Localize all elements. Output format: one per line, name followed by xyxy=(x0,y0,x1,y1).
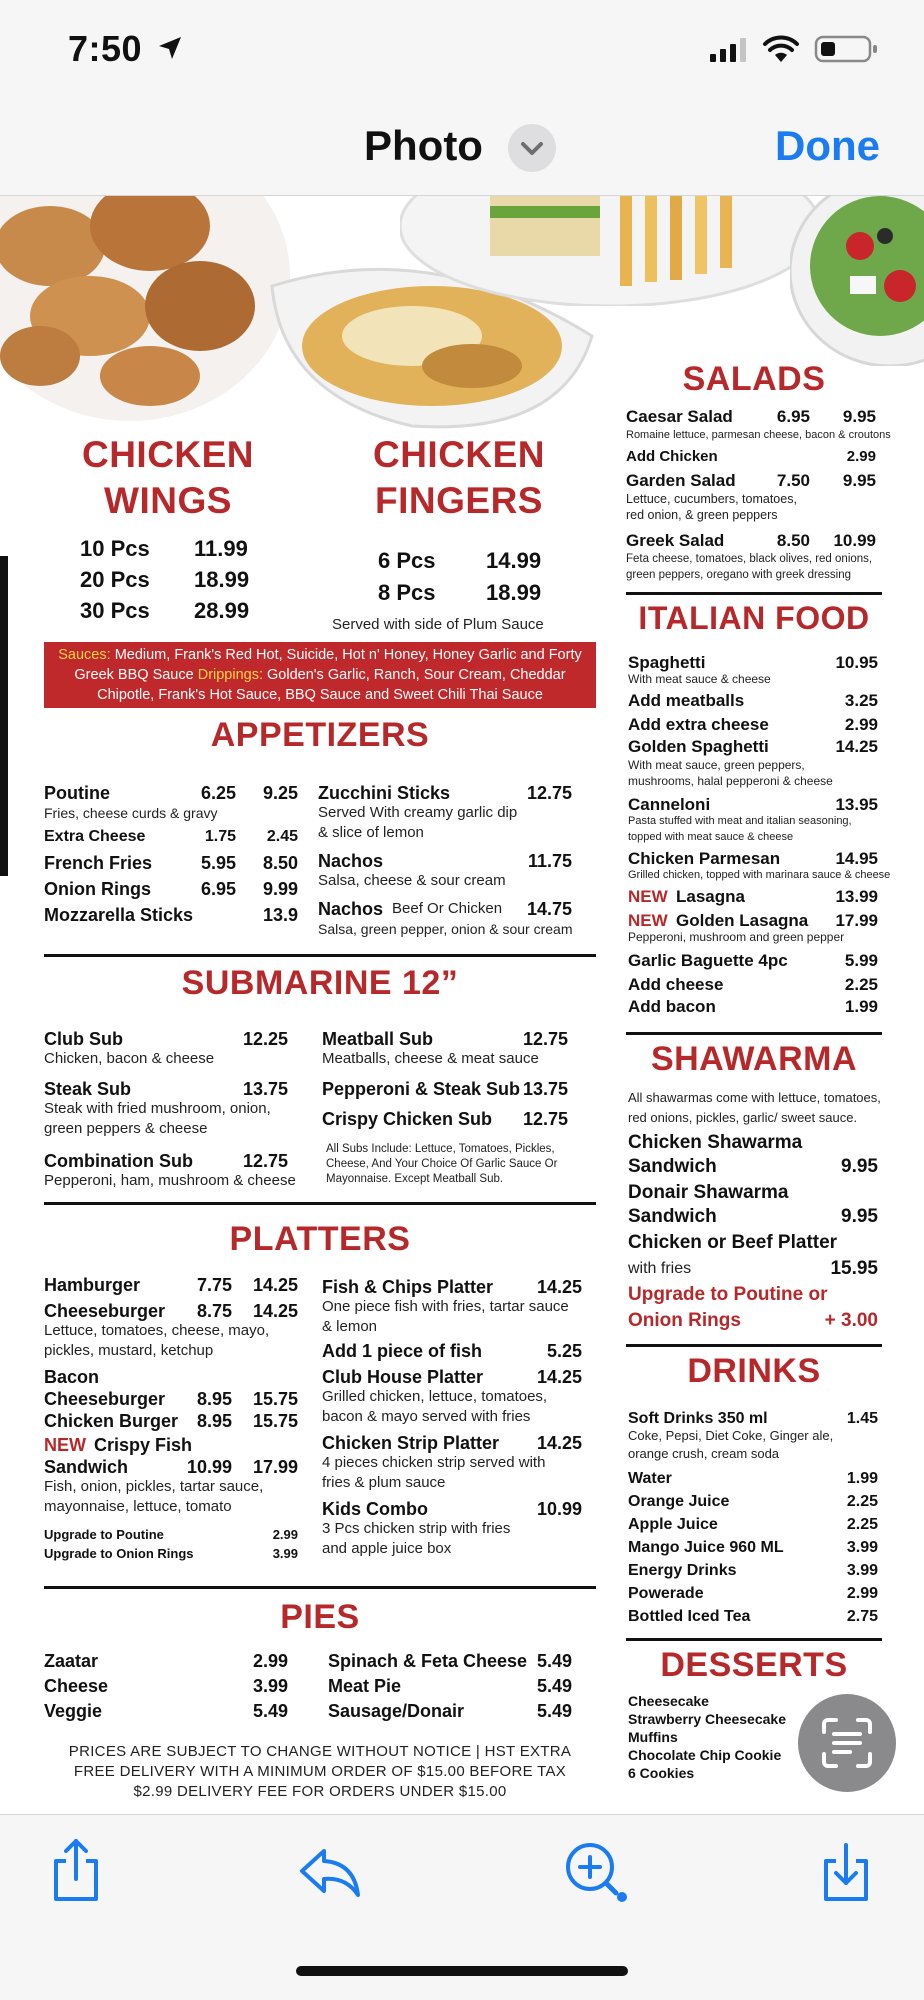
divider xyxy=(626,1032,882,1035)
veggie-pie-price: 5.49 xyxy=(252,1701,288,1721)
iced-tea-price: 2.75 xyxy=(846,1608,878,1625)
steak-sub-price: 13.75 xyxy=(242,1079,288,1099)
fingers-8-price: 18.99 xyxy=(486,580,542,605)
cheese-pie-name: Cheese xyxy=(44,1676,109,1696)
powerade-name: Powerade xyxy=(628,1585,704,1602)
zucchini-name: Zucchini Sticks xyxy=(318,783,451,803)
nachos-beef-desc: Salsa, green pepper, onion & sour cream xyxy=(318,921,573,937)
cheeseburger-price-sm: 8.75 xyxy=(196,1301,232,1321)
upgrade-poutine-price: 2.99 xyxy=(272,1527,298,1542)
spaghetti-name: Spaghetti xyxy=(628,653,706,672)
nachos-beef-price: 14.75 xyxy=(526,899,572,919)
wings-10-price: 11.99 xyxy=(194,536,248,561)
footer-line2: FREE DELIVERY WITH A MINIMUM ORDER OF $15.00 BEFORE TAX xyxy=(73,1763,567,1780)
cheeseburger-name: Cheeseburger xyxy=(44,1301,166,1321)
sausage-donair-price: 5.49 xyxy=(536,1701,572,1721)
drinks-title: DRINKS xyxy=(687,1352,821,1390)
golden-spaghetti-desc1: With meat sauce, green peppers, xyxy=(628,758,805,772)
zoom-icon[interactable] xyxy=(560,1837,630,1903)
fish-chips-price: 14.25 xyxy=(536,1277,582,1297)
wings-10-label: 10 Pcs xyxy=(80,536,150,561)
crispy-fish-desc1: Fish, onion, pickles, tartar sauce, xyxy=(44,1478,264,1495)
soft-drinks-desc1: Coke, Pepsi, Diet Coke, Ginger ale, xyxy=(628,1428,834,1443)
divider xyxy=(44,1586,596,1589)
greek-desc2: green peppers, oregano with greek dressing xyxy=(626,569,852,581)
battery-icon xyxy=(814,34,878,64)
hamburger-name: Hamburger xyxy=(44,1275,141,1295)
poutine-desc: Fries, cheese curds & gravy xyxy=(44,805,218,821)
wings-title-line2: WINGS xyxy=(104,480,232,521)
location-arrow-icon xyxy=(156,34,184,62)
golden-lasagna-desc: Pepperoni, mushroom and green pepper xyxy=(628,930,845,944)
meatball-sub-desc: Meatballs, cheese & meat sauce xyxy=(322,1050,539,1067)
cheeseburger-desc1: Lettuce, tomatoes, cheese, mayo, xyxy=(44,1322,270,1339)
nachos-name: Nachos xyxy=(318,851,384,871)
greek-name: Greek Salad xyxy=(626,531,725,550)
mango-juice-name: Mango Juice 960 ML xyxy=(628,1539,784,1556)
menu-photo[interactable] xyxy=(0,196,924,1814)
garlic-baguette-price: 5.99 xyxy=(844,951,878,970)
add-fish-name: Add 1 piece of fish xyxy=(322,1341,483,1361)
caesar-desc: Romaine lettuce, parmesan cheese, bacon & croutons xyxy=(626,429,891,441)
hamburger-price-sm: 7.75 xyxy=(196,1275,232,1295)
sauces-label: Sauces: xyxy=(58,647,111,663)
footer-note xyxy=(44,1742,596,1802)
apple-juice-name: Apple Juice xyxy=(628,1516,718,1533)
bacon-cheeseburger-price-lg: 15.75 xyxy=(252,1389,298,1409)
add-fish-price: 5.25 xyxy=(546,1341,582,1361)
french-fries-price-sm: 5.95 xyxy=(200,853,236,873)
add-meatballs-price: 3.25 xyxy=(844,691,878,710)
dessert-6-cookies: 6 Cookies xyxy=(628,1765,695,1781)
club-sub-price: 12.25 xyxy=(242,1029,288,1049)
add-cheese-name: Add cheese xyxy=(628,975,724,994)
mozzarella-name: Mozzarella Sticks xyxy=(44,905,194,925)
bacon-cheeseburger-name2: Cheeseburger xyxy=(44,1389,166,1409)
submarine-title: SUBMARINE 12” xyxy=(181,964,459,1002)
golden-lasagna-name: Golden Lasagna xyxy=(676,911,809,930)
home-indicator[interactable] xyxy=(296,1966,628,1976)
extra-cheese-name: Extra Cheese xyxy=(44,828,146,845)
chevron-down-icon xyxy=(508,124,556,172)
apple-juice-price: 2.25 xyxy=(846,1516,878,1533)
footer-line3: $2.99 DELIVERY FEE FOR ORDERS UNDER $15.00 xyxy=(133,1783,507,1800)
crispy-chicken-sub-price: 12.75 xyxy=(522,1109,568,1129)
donair-shawarma-name2: Sandwich xyxy=(628,1206,717,1227)
appetizers-title: APPETIZERS xyxy=(210,716,430,754)
share-icon[interactable] xyxy=(46,1837,106,1903)
divider xyxy=(44,1202,596,1205)
garden-desc1: Lettuce, cucumbers, tomatoes, xyxy=(626,492,797,506)
dessert-strawberry-cheesecake: Strawberry Cheesecake xyxy=(628,1711,786,1727)
cheeseburger-price-lg: 14.25 xyxy=(252,1301,298,1321)
onion-rings-name: Onion Rings xyxy=(44,879,151,899)
poutine-price-lg: 9.25 xyxy=(262,783,298,803)
nachos-desc: Salsa, cheese & sour cream xyxy=(318,872,506,889)
zucchini-desc2: & slice of lemon xyxy=(318,824,424,841)
extra-cheese-price-sm: 1.75 xyxy=(204,828,236,845)
water-price: 1.99 xyxy=(846,1470,878,1487)
shawarma-title: SHAWARMA xyxy=(650,1040,858,1078)
lasagna-name: Lasagna xyxy=(676,887,745,906)
live-text-button[interactable] xyxy=(798,1694,896,1792)
italian-title: ITALIAN FOOD xyxy=(638,600,870,636)
caesar-price-lg: 9.95 xyxy=(842,407,876,426)
french-fries-price-lg: 8.50 xyxy=(262,853,298,873)
drippings-text: Golden's Garlic, Ranch, Sour Cream, Cheddar Chipotle, Frank's Hot Sauce, BBQ Sauce and Sweet Chili Thai Sauce xyxy=(97,667,566,703)
greek-desc1: Feta cheese, tomatoes, black olives, red onions, xyxy=(626,553,873,565)
reply-icon[interactable] xyxy=(296,1837,364,1903)
zucchini-price: 12.75 xyxy=(526,783,572,803)
add-meatballs-name: Add meatballs xyxy=(628,691,745,710)
orange-juice-price: 2.25 xyxy=(846,1493,878,1510)
mango-juice-price: 3.99 xyxy=(846,1539,878,1556)
chicken-shawarma-name2: Sandwich xyxy=(628,1156,717,1177)
add-chicken-price: 2.99 xyxy=(846,448,876,465)
club-house-price: 14.25 xyxy=(536,1367,582,1387)
golden-lasagna-price: 17.99 xyxy=(835,911,878,930)
add-cheese-price: 2.25 xyxy=(844,975,878,994)
canneloni-name: Canneloni xyxy=(628,795,711,814)
dessert-cheesecake: Cheesecake xyxy=(628,1693,709,1709)
shawarma-platter-with: with fries xyxy=(628,1260,692,1277)
garden-name: Garden Salad xyxy=(626,471,736,490)
crispy-fish-name1: Crispy Fish xyxy=(94,1435,193,1455)
crispy-fish-name2: Sandwich xyxy=(44,1457,129,1477)
title-menu-button[interactable] xyxy=(508,124,556,172)
shawarma-note1: All shawarmas come with lettuce, tomatoes, xyxy=(628,1090,881,1105)
poutine-price-sm: 6.25 xyxy=(200,783,236,803)
status-time: 7:50 xyxy=(68,28,143,69)
upgrade-rings-name: Upgrade to Onion Rings xyxy=(44,1546,194,1561)
add-extra-cheese-price: 2.99 xyxy=(844,715,878,734)
garden-price-sm: 7.50 xyxy=(776,471,810,490)
iced-tea-name: Bottled Iced Tea xyxy=(628,1608,751,1625)
spaghetti-price: 10.95 xyxy=(835,653,878,672)
divider xyxy=(626,592,882,595)
dessert-chocolate-chip-cookie: Chocolate Chip Cookie xyxy=(628,1747,782,1763)
crispy-chicken-sub-name: Crispy Chicken Sub xyxy=(322,1109,493,1129)
nachos-beef-name: Nachos xyxy=(318,899,384,919)
divider xyxy=(626,1344,882,1347)
fingers-8-label: 8 Pcs xyxy=(378,580,436,605)
footer-line1: PRICES ARE SUBJECT TO CHANGE WITHOUT NOTICE | HST EXTRA xyxy=(68,1743,572,1760)
wings-30-label: 30 Pcs xyxy=(80,598,150,623)
spinach-feta-name: Spinach & Feta Cheese xyxy=(328,1651,528,1671)
live-text-icon xyxy=(798,1694,896,1792)
sauces-text: Medium, Frank's Red Hot, Suicide, Hot n' Honey, Honey Garlic and Forty Greek BBQ Sauce xyxy=(74,647,582,683)
chicken-strip-desc1: 4 pieces chicken strip served with xyxy=(322,1454,546,1471)
veggie-pie-name: Veggie xyxy=(44,1701,103,1721)
platters-title: PLATTERS xyxy=(229,1220,411,1258)
combination-sub-name: Combination Sub xyxy=(44,1151,193,1171)
shawarma-note2: red onions, pickles, garlic/ sweet sauce. xyxy=(628,1110,858,1125)
meatball-sub-price: 12.75 xyxy=(522,1029,568,1049)
steak-sub-desc1: Steak with fried mushroom, onion, xyxy=(44,1100,271,1117)
done-button[interactable]: Done xyxy=(775,122,880,169)
meat-pie-name: Meat Pie xyxy=(328,1676,402,1696)
status-bar xyxy=(0,0,924,100)
chicken-strip-price: 14.25 xyxy=(536,1433,582,1453)
zucchini-desc1: Served With creamy garlic dip xyxy=(318,804,518,821)
crispy-fish-new-badge: NEW xyxy=(44,1435,86,1455)
club-sub-name: Club Sub xyxy=(44,1029,123,1049)
save-icon[interactable] xyxy=(816,1837,876,1903)
soft-drinks-name: Soft Drinks 350 ml xyxy=(628,1410,768,1427)
cheese-pie-price: 3.99 xyxy=(252,1676,288,1696)
garden-desc2: red onion, & green peppers xyxy=(626,508,778,522)
chicken-burger-price-sm: 8.95 xyxy=(196,1411,232,1431)
shawarma-upgrade-price: + 3.00 xyxy=(824,1310,878,1331)
garden-price-lg: 9.95 xyxy=(842,471,876,490)
canneloni-price: 13.95 xyxy=(835,795,878,814)
crispy-fish-price-sm: 10.99 xyxy=(186,1457,232,1477)
club-sub-desc: Chicken, bacon & cheese xyxy=(44,1050,215,1067)
chicken-parmesan-name: Chicken Parmesan xyxy=(628,849,781,868)
combination-sub-price: 12.75 xyxy=(242,1151,288,1171)
club-house-desc2: bacon & mayo served with fries xyxy=(322,1408,531,1425)
nav-title: Photo xyxy=(364,122,483,169)
hamburger-price-lg: 14.25 xyxy=(252,1275,298,1295)
greek-price-sm: 8.50 xyxy=(776,531,810,550)
upgrade-poutine-name: Upgrade to Poutine xyxy=(44,1527,164,1542)
add-bacon-price: 1.99 xyxy=(844,997,878,1016)
zaatar-price: 2.99 xyxy=(252,1651,288,1671)
steak-sub-desc2: green peppers & cheese xyxy=(44,1120,208,1137)
nachos-beef-extra: Beef Or Chicken xyxy=(392,900,503,917)
sausage-donair-name: Sausage/Donair xyxy=(328,1701,465,1721)
mozzarella-price: 13.9 xyxy=(262,905,298,925)
fingers-note: Served with side of Plum Sauce xyxy=(332,616,544,633)
crispy-fish-price-lg: 17.99 xyxy=(252,1457,298,1477)
extra-cheese-price-lg: 2.45 xyxy=(266,828,298,845)
cheeseburger-desc2: pickles, mustard, ketchup xyxy=(44,1342,214,1359)
combination-sub-desc: Pepperoni, ham, mushroom & cheese xyxy=(44,1172,296,1189)
upgrade-rings-price: 3.99 xyxy=(272,1546,298,1561)
fish-chips-desc2: & lemon xyxy=(322,1318,378,1335)
wings-image xyxy=(0,196,300,426)
lasagna-price: 13.99 xyxy=(835,887,878,906)
golden-spaghetti-desc2: mushrooms, halal pepperoni & cheese xyxy=(628,774,833,788)
club-sandwich-image xyxy=(400,196,820,306)
club-house-name: Club House Platter xyxy=(322,1367,484,1387)
chicken-burger-price-lg: 15.75 xyxy=(252,1411,298,1431)
chicken-shawarma-price: 9.95 xyxy=(841,1156,878,1177)
pepperoni-steak-sub-price: 13.75 xyxy=(522,1079,568,1099)
fingers-title-line1: CHICKEN xyxy=(372,434,546,475)
soft-drinks-desc2: orange crush, cream soda xyxy=(628,1446,780,1461)
cellular-signal-icon xyxy=(710,38,746,62)
fingers-6-label: 6 Pcs xyxy=(378,548,436,573)
orange-juice-name: Orange Juice xyxy=(628,1493,730,1510)
caesar-price-sm: 6.95 xyxy=(776,407,810,426)
add-chicken-name: Add Chicken xyxy=(626,448,718,465)
shawarma-platter-price: 15.95 xyxy=(830,1258,878,1279)
onion-rings-price-lg: 9.99 xyxy=(262,879,298,899)
photo-edge xyxy=(0,556,8,876)
spaghetti-desc: With meat sauce & cheese xyxy=(628,672,771,686)
wifi-icon xyxy=(762,34,800,64)
add-bacon-name: Add bacon xyxy=(628,997,716,1016)
pies-title: PIES xyxy=(280,1598,360,1636)
shawarma-platter-name: Chicken or Beef Platter xyxy=(628,1232,838,1253)
dessert-muffins: Muffins xyxy=(628,1729,678,1745)
sauces-banner xyxy=(44,642,596,708)
energy-drinks-price: 3.99 xyxy=(846,1562,878,1579)
powerade-price: 2.99 xyxy=(846,1585,878,1602)
wings-20-label: 20 Pcs xyxy=(80,567,150,592)
fingers-title-line2: FINGERS xyxy=(375,480,543,521)
zaatar-name: Zaatar xyxy=(44,1651,99,1671)
crispy-fish-desc2: mayonnaise, lettuce, tomato xyxy=(44,1498,232,1515)
greek-price-lg: 10.99 xyxy=(833,531,876,550)
golden-spaghetti-price: 14.25 xyxy=(835,737,878,756)
canneloni-desc2: topped with meat sauce & cheese xyxy=(628,831,794,843)
club-house-desc1: Grilled chicken, lettuce, tomatoes, xyxy=(322,1388,548,1405)
chicken-parmesan-price: 14.95 xyxy=(835,849,878,868)
kids-combo-price: 10.99 xyxy=(536,1499,582,1519)
salads-title: SALADS xyxy=(682,360,826,398)
fingers-6-price: 14.99 xyxy=(486,548,542,573)
chicken-shawarma-name1: Chicken Shawarma xyxy=(628,1132,803,1153)
caesar-name: Caesar Salad xyxy=(626,407,733,426)
add-extra-cheese-name: Add extra cheese xyxy=(628,715,769,734)
chicken-parmesan-desc: Grilled chicken, topped with marinara sauce & cheese xyxy=(628,869,891,881)
drippings-label: Drippings: xyxy=(197,667,263,683)
donair-shawarma-name1: Donair Shawarma xyxy=(628,1182,789,1203)
pepperoni-steak-sub-name: Pepperoni & Steak Sub xyxy=(322,1079,521,1099)
shawarma-upgrade-line1: Upgrade to Poutine or xyxy=(628,1284,828,1305)
divider xyxy=(626,1638,882,1641)
water-name: Water xyxy=(628,1470,672,1487)
soft-drinks-price: 1.45 xyxy=(846,1410,878,1427)
donair-shawarma-price: 9.95 xyxy=(841,1206,878,1227)
chicken-strip-name: Chicken Strip Platter xyxy=(322,1433,500,1453)
spinach-feta-price: 5.49 xyxy=(536,1651,572,1671)
nav-bar xyxy=(0,100,924,196)
kids-combo-desc1: 3 Pcs chicken strip with fries xyxy=(322,1520,511,1537)
french-fries-name: French Fries xyxy=(44,853,153,873)
energy-drinks-name: Energy Drinks xyxy=(628,1562,737,1579)
fish-chips-desc1: One piece fish with fries, tartar sauce xyxy=(322,1298,569,1315)
meatball-sub-name: Meatball Sub xyxy=(322,1029,434,1049)
nachos-price: 11.75 xyxy=(527,851,572,871)
wings-30-price: 28.99 xyxy=(194,598,250,623)
greek-salad-image xyxy=(790,196,924,366)
meat-pie-price: 5.49 xyxy=(536,1676,572,1696)
shawarma-upgrade-line2: Onion Rings xyxy=(628,1310,741,1331)
wings-title-line1: CHICKEN xyxy=(81,434,255,475)
wings-title xyxy=(62,432,274,524)
canneloni-desc1: Pasta stuffed with meat and italian seasoning, xyxy=(628,815,852,827)
poutine-name: Poutine xyxy=(44,783,110,803)
divider xyxy=(44,954,596,957)
subs-note: All Subs Include: Lettuce, Tomatoes, Pickles, Cheese, And Your Choice Of Garlic Sauce Or Mayonnaise. Except Meatball Sub. xyxy=(326,1143,558,1185)
garlic-baguette-name: Garlic Baguette 4pc xyxy=(628,951,788,970)
golden-spaghetti-name: Golden Spaghetti xyxy=(628,737,769,756)
steak-sub-name: Steak Sub xyxy=(44,1079,132,1099)
kids-combo-name: Kids Combo xyxy=(322,1499,428,1519)
desserts-title: DESSERTS xyxy=(660,1646,848,1684)
lasagna-new-badge: NEW xyxy=(628,887,668,906)
bacon-cheeseburger-name1: Bacon xyxy=(44,1367,100,1387)
onion-rings-price-sm: 6.95 xyxy=(200,879,236,899)
wings-20-price: 18.99 xyxy=(194,567,250,592)
kids-combo-desc2: and apple juice box xyxy=(322,1540,452,1557)
golden-lasagna-new-badge: NEW xyxy=(628,911,668,930)
bacon-cheeseburger-price-sm: 8.95 xyxy=(196,1389,232,1409)
chicken-burger-name: Chicken Burger xyxy=(44,1411,179,1431)
fingers-title xyxy=(352,432,566,524)
fish-chips-name: Fish & Chips Platter xyxy=(322,1277,494,1297)
chicken-strip-desc2: fries & plum sauce xyxy=(322,1474,446,1491)
